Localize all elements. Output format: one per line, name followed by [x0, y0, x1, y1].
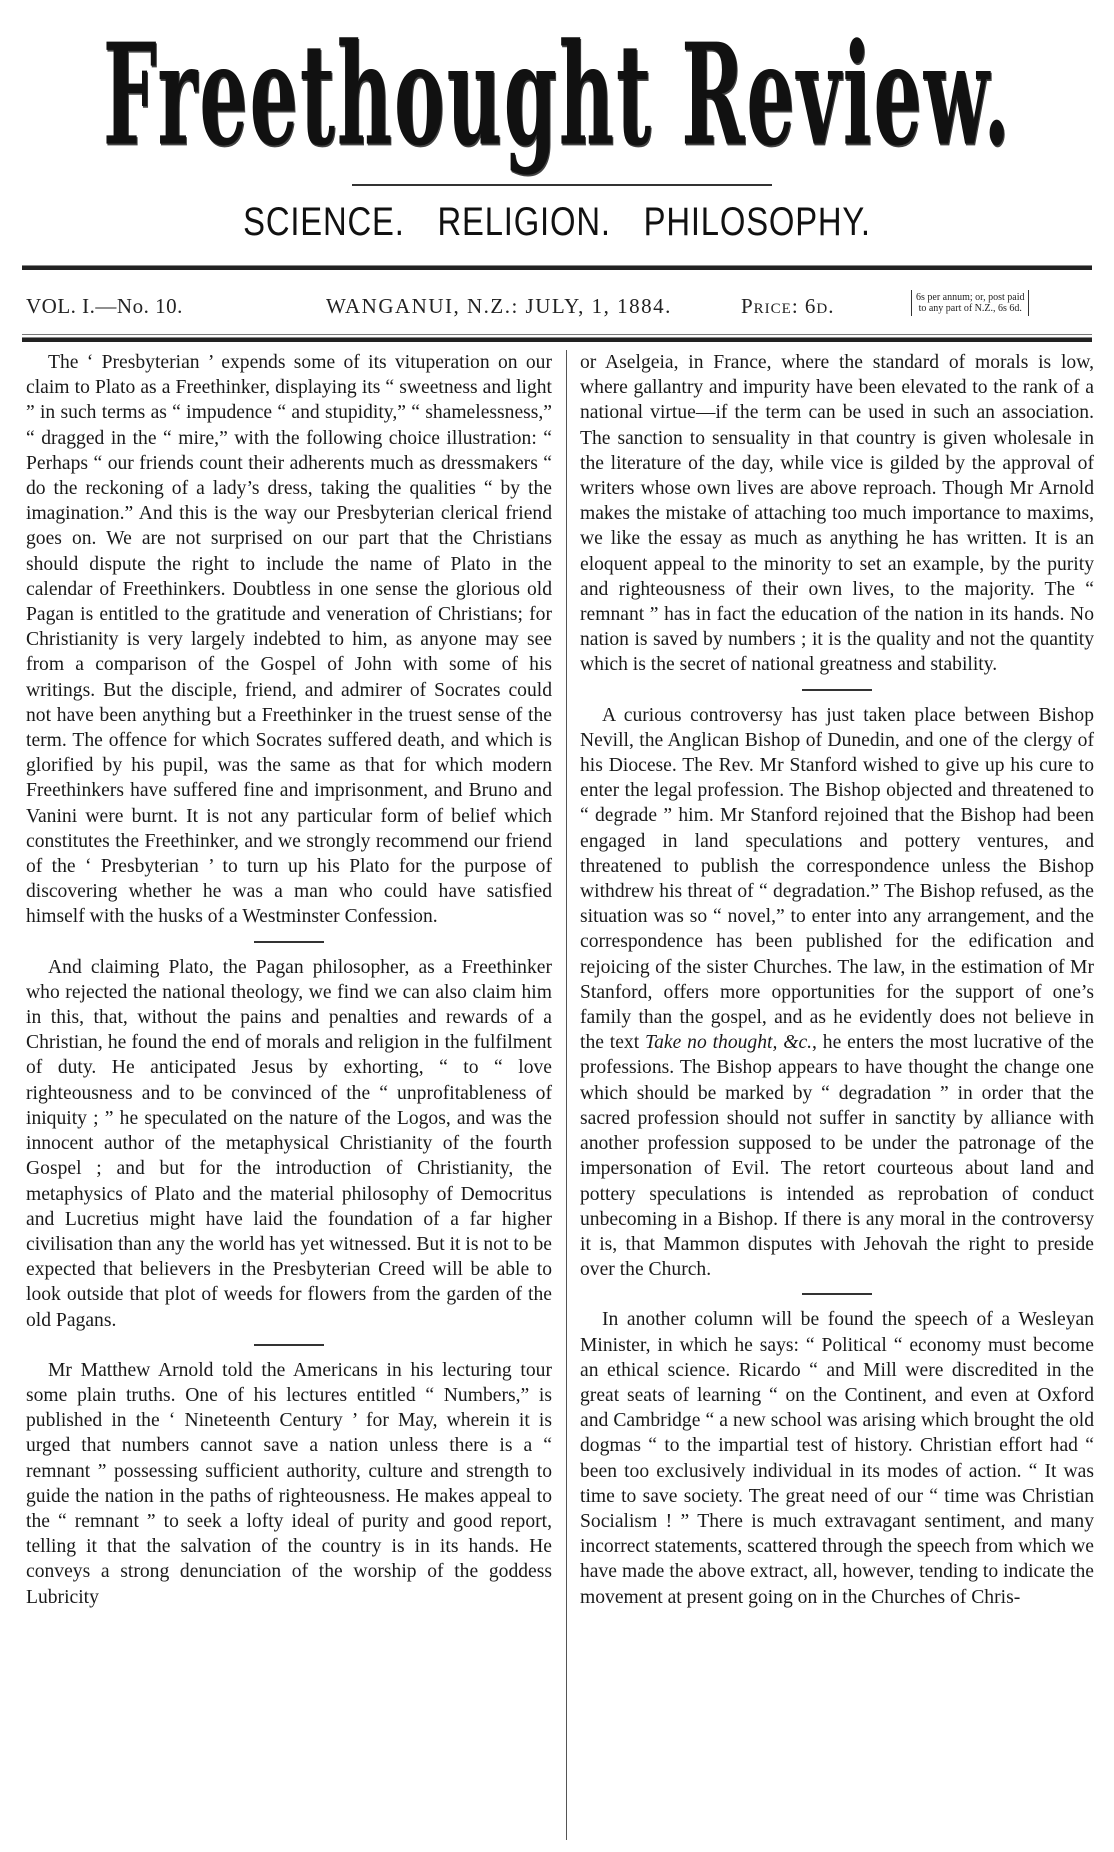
text-run: , he enters the most lucrative of the professions. The Bishop appears to have thought the change one which should be marked by “ degradation ” in order that the sacred profession should not suffer in sanctity by alliance with another profession supposed to be under the patronage of the impersonation of Evil. The retort courteous about land and pottery speculations is intended as reprobation of conduct unbecoming in a Bishop. If there is any moral in the controversy it is, that Mammon disputes with Jehovah the right to preside over the Church.: [580, 1032, 1094, 1281]
article-matthew-arnold: Mr Matthew Arnold told the Americans in his lecturing tour some plain truths. One of his lectures entitled “ Numbers,” is published in the ‘ Nineteenth Century ’ for May, wherein it is urged that numbers cannot save a nation unless there is a “ remnant ” possessing sufficient authority, culture and strength to guide the nation in the paths of righteousness. He makes appeal to the “ remnant ” to seek a lofty ideal of purity and good report, telling it that the salvation of the country is in its hands. He conveys a strong denunciation of the worship of the goddess Lubricity: [26, 1359, 552, 1608]
place-date: WANGANUI, N.Z.: JULY, 1, 1884.: [326, 294, 672, 318]
article-separator: [254, 1344, 324, 1346]
article-separator: [254, 941, 324, 943]
header-rule-bottom: [22, 337, 1092, 342]
issue-line: [26, 290, 1096, 324]
article-separator: [802, 1293, 872, 1295]
masthead: [0, 8, 1114, 183]
price-note-line-2: to any part of N.Z., 6s 6d.: [918, 303, 1022, 314]
header-rule-top: [22, 265, 1092, 270]
masthead-title: Freethought Review.: [102, 12, 1012, 177]
text-run: A curious controversy has just taken place between Bishop Nevill, the Anglican Bishop of Dunedin, and one of the clergy of his Diocese. The Rev. Mr Stanford wished to give up his cure to enter the legal profession. The Bishop objected and threatened to “ degrade ” him. Mr Stanford rejoined that the Bishop had been engaged in land speculations and pottery ventures, and threatened to publish the correspondence unless the Bishop withdrew his threat of “ degradation.” The Bishop refused, as the situation was so “ novel,” to enter into any arrangement, and the correspondence has been published for the edification and rejoicing of the sister Churches. The law, in the estimation of Mr Stanford, offers more opportunities for the support of one’s family than the gospel, and as he evidently does not believe in the text: [580, 704, 1094, 1054]
left-column: [26, 350, 552, 1610]
masthead-subtitle: SCIENCE. RELIGION. PHILOSOPHY.: [243, 200, 871, 244]
masthead-rule: [352, 184, 772, 186]
article-matthew-arnold-cont: or Aselgeia, in France, where the standard of morals is low, where gallantry and impurity have been elevated to the rank of a national virtue—if the term can be used in such an association. The sanction to sensuality in that country is given wholesale in the literature of the day, while vice is gilded by the approval of writers whose own lives are above reproach. Though Mr Arnold makes the mistake of attaching too much importance to maxims, we like the essay as much as anything he has written. It is an eloquent appeal to the minority to set an example, by the purity and righteousness of their own lives, to the majority. The “ remnant ” has in fact the education of the nation in its hands. No nation is saved by numbers ; it is the quality and not the quantity which is the secret of national greatness and stability.: [580, 352, 1094, 676]
article-separator: [802, 689, 872, 691]
article-plato-pagan: And claiming Plato, the Pagan philosopher, as a Freethinker who rejected the national theology, we find we can also claim him in this, that, without the pains and penalties and rewards of a Christian, he found the end of morals and religion in the fulfilment of duty. He anticipated Jesus by exhorting, “ to “ love righteousness and to be convinced of the “ unprofitableness of iniquity ; ” he speculated on the nature of the Logos, and was the innocent author of the metaphysical Christianity of the fourth Gospel ; and but for the introduction of Christianity, the metaphysics of Plato and the material philosophy of Democritus and Lucretius might have laid the foundation of a far higher civilisation than any the world has yet witnessed. But it is not to be expected that believers in the Presbyterian Creed will be able to look outside that plot of weeds for flowers from the garden of the old Pagans.: [26, 956, 552, 1331]
article-presbyterian-plato: The ‘ Presbyterian ’ expends some of its vituperation on our claim to Plato as a Freethinker, displaying its “ sweetness and light ” in such terms as “ impudence “ and stupidity,” “ shamelessness,” “ dragged in the “ mire,” with the following choice illustration: “ Perhaps “ our friends count their adherents much as dressmakers “ do the reckoning of a lady’s dress, taking the qualities “ by the imagination.” And this is the way our Presbyterian clerical friend goes on. We are not surprised on our part that the Christians should dispute the right to include the name of Plato in the calendar of Freethinkers. Doubtless in one sense the glorious old Pagan is entitled to the gratitude and veneration of Christians; for Christianity is very largely indebted to him, as anyone may see from a comparison of the Gospel of John with some of his writings. But the disciple, friend, and admirer of Socrates could not have been anything but a Freethinker in the truest sense of the term. The offence for which Socrates suffered death, and which is glorified by his pupil, was the same as that for which modern Freethinkers have suffered fine and imprisonment, and Bruno and Vanini were burnt. It is not any particular form of belief which constitutes the Freethinker, and we strongly recommend our friend of the ‘ Presbyterian ’ to turn up his Plato for the purpose of discovering whether he was a man who could have satisfied himself with the husks of a Westminster Confession.: [26, 352, 552, 928]
column-divider: [566, 350, 567, 1840]
italic-quote: Take no thought, &c.: [645, 1032, 813, 1054]
price-note: [911, 290, 1029, 316]
volume-number: VOL. I.—No. 10.: [26, 294, 183, 318]
article-bishop-controversy: [580, 703, 1094, 1283]
article-wesleyan-minister: In another column will be found the speech of a Wesleyan Minister, in which he says: “ Political “ economy must become an ethical science. Ricardo “ and Mill were discredited in the great seats of learning “ on the Continent, and even at Oxford and Cambridge “ a new school was arising which brought the old dogmas “ to the impartial test of history. Christian effort had “ been too exclusively individual in its modes of action. “ It was time to save society. The great need of our “ time was Christian Socialism ! ” There is much extravagant sentiment, and many incorrect statements, scattered through the speech from which we have made the above extract, all, however, tending to indicate the movement at present going on in the Churches of Chris-: [580, 1309, 1094, 1608]
price: Price: 6d.: [741, 294, 835, 318]
price-note-line-1: 6s per annum; or, post paid: [916, 292, 1025, 303]
header-rule-thin: [22, 334, 1092, 335]
right-column: [580, 350, 1094, 1610]
